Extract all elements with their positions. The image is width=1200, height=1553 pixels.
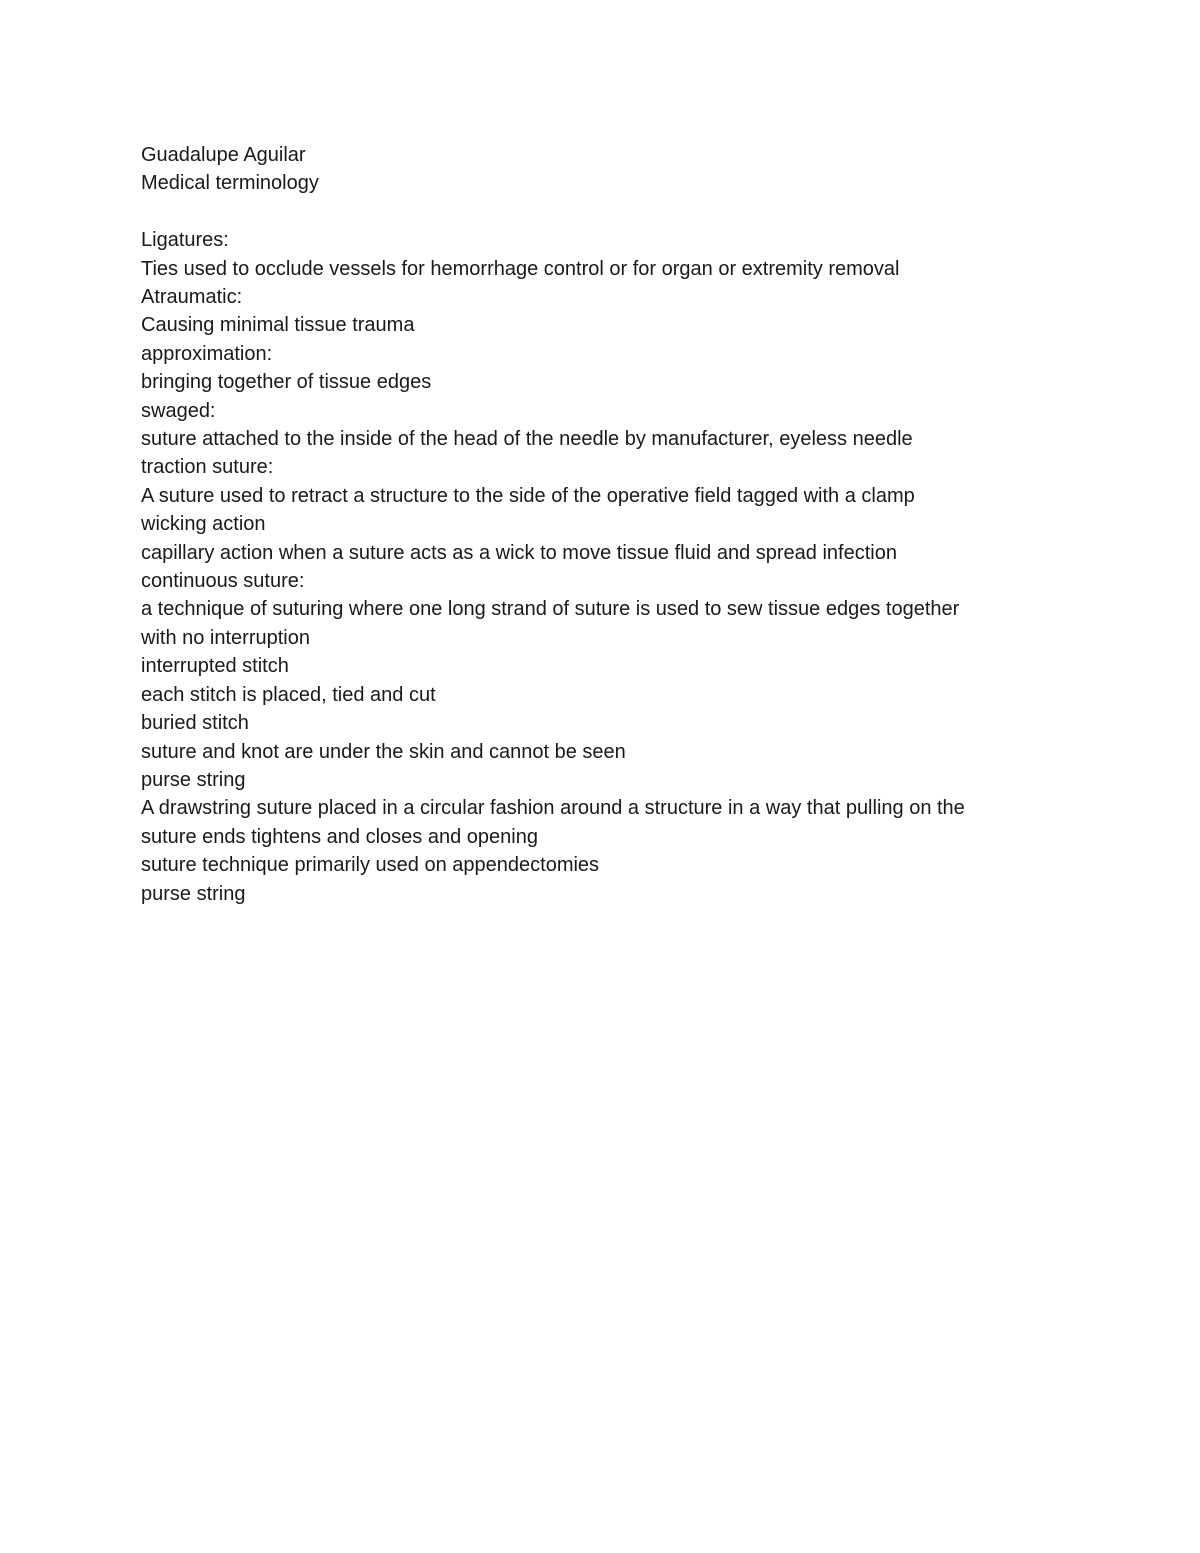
definition-buried-stitch: suture and knot are under the skin and cannot be seen <box>141 740 626 763</box>
term-purse-string: purse string <box>141 768 246 791</box>
definition-purse-string-line-2: suture ends tightens and closes and opening <box>141 825 538 848</box>
definition-continuous-suture-line-2: with no interruption <box>141 626 310 649</box>
term-swaged: swaged: <box>141 399 216 422</box>
blank-line <box>141 198 1041 226</box>
document-body <box>141 141 1041 908</box>
term-approximation: approximation: <box>141 342 273 365</box>
definition-continuous-suture-line-1: a technique of suturing where one long strand of suture is used to sew tissue edges together <box>141 598 960 621</box>
definition-appendectomy-technique: suture technique primarily used on appendectomies <box>141 854 600 877</box>
term-interrupted-stitch: interrupted stitch <box>141 655 289 678</box>
definition-ligatures: Ties used to occlude vessels for hemorrhage control or for organ or extremity removal <box>141 257 900 280</box>
definition-purse-string-line-1: A drawstring suture placed in a circular fashion around a structure in a way that pulling on the <box>141 797 965 820</box>
definition-swaged: suture attached to the inside of the head of the needle by manufacturer, eyeless needle <box>141 428 913 451</box>
definition-wicking-action: capillary action when a suture acts as a wick to move tissue fluid and spread infection <box>141 541 897 564</box>
term-atraumatic: Atraumatic: <box>141 286 243 309</box>
term-continuous-suture: continuous suture: <box>141 570 305 593</box>
definition-traction-suture: A suture used to retract a structure to the side of the operative field tagged with a clamp <box>141 484 915 507</box>
term-wicking-action: wicking action <box>141 513 266 536</box>
definition-approximation: bringing together of tissue edges <box>141 371 432 394</box>
term-purse-string-answer: purse string <box>141 882 246 905</box>
term-buried-stitch: buried stitch <box>141 712 249 735</box>
author-name: Guadalupe Aguilar <box>141 144 306 166</box>
definition-atraumatic: Causing minimal tissue trauma <box>141 314 415 337</box>
course-title: Medical terminology <box>141 172 319 195</box>
term-traction-suture: traction suture: <box>141 456 274 479</box>
definition-interrupted-stitch: each stitch is placed, tied and cut <box>141 683 436 706</box>
term-ligatures: Ligatures: <box>141 229 229 252</box>
